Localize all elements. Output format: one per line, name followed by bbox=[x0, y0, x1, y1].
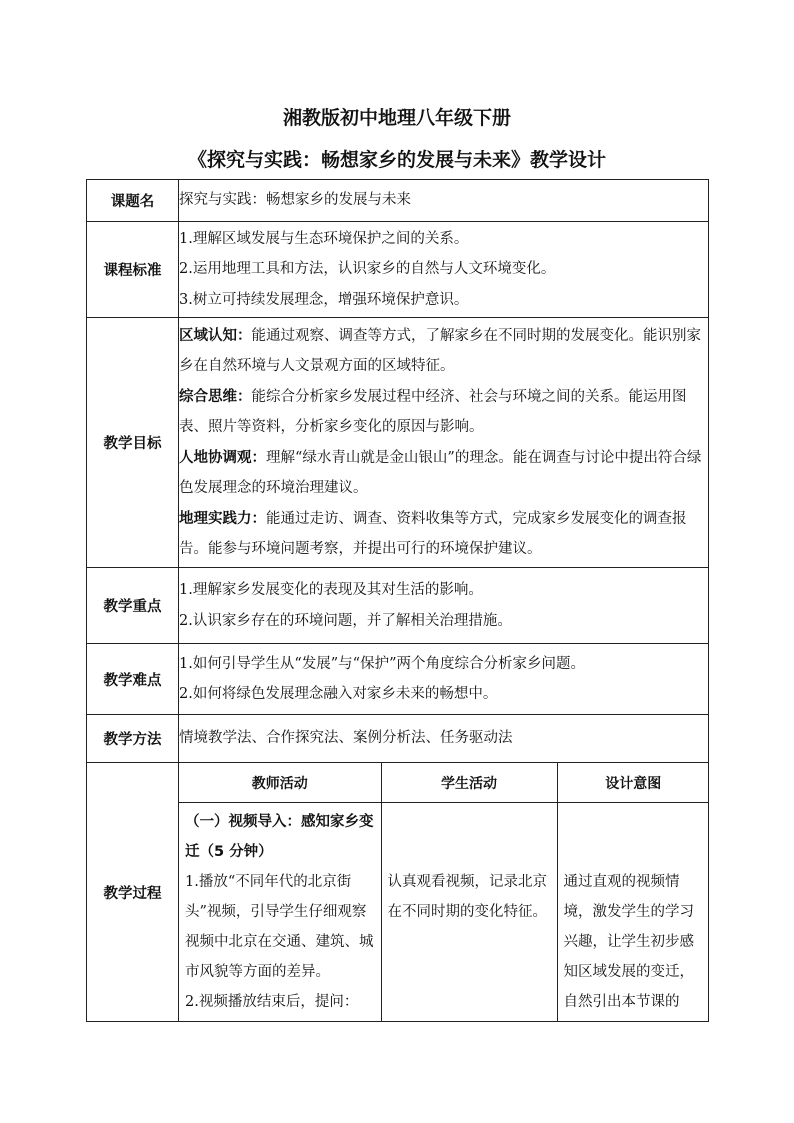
row-process bbox=[87, 763, 709, 1022]
standard-line: 3.树立可持续发展理念，增强环境保护意识。 bbox=[179, 291, 469, 308]
student-activity-cell bbox=[381, 803, 557, 1022]
goal-item bbox=[179, 321, 708, 382]
goal-head: 综合思维： bbox=[179, 388, 252, 405]
process-label: 教学过程 bbox=[87, 763, 179, 1022]
goal-item bbox=[179, 382, 708, 443]
key-points-label: 教学重点 bbox=[87, 568, 179, 644]
goal-text: 理解“绿水青山就是金山银山”的理念。能在调查与讨论中提出符合绿色发展理念的环境治理建议。 bbox=[179, 449, 702, 496]
step-title: （一）视频导入：感知家乡变迁（5 分钟） bbox=[185, 814, 374, 860]
design-intent-text: 通过直观的视频情境，激发学生的学习兴趣，让学生初步感知区域发展的变迁，自然引出本节课的 bbox=[563, 874, 694, 1010]
methods-value: 情境教学法、合作探究法、案例分析法、任务驱动法 bbox=[179, 715, 709, 763]
row-topic bbox=[87, 180, 709, 222]
teacher-line: 1.播放“不同年代的北京街头”视频，引导学生仔细观察视频中北京在交通、建筑、城市风貌等方面的差异。 bbox=[185, 874, 374, 980]
lesson-plan-table bbox=[86, 179, 709, 1022]
difficulties-content bbox=[179, 644, 709, 715]
goal-text: 能综合分析家乡发展过程中经济、社会与环境之间的关系。能运用图表、照片等资料，分析家乡变化的原因与影响。 bbox=[179, 388, 687, 435]
row-difficulties bbox=[87, 644, 709, 715]
goal-head: 人地协调观： bbox=[179, 449, 266, 466]
teacher-line: 2.视频播放结束后，提问： bbox=[185, 994, 359, 1010]
difficulty-line: 1.如何引导学生从“发展”与“保护”两个角度综合分析家乡问题。 bbox=[179, 655, 585, 672]
goal-head: 区域认知： bbox=[179, 327, 252, 344]
design-intent-cell bbox=[557, 803, 709, 1022]
standard-line: 2.运用地理工具和方法，认识家乡的自然与人文环境变化。 bbox=[179, 261, 556, 278]
row-key-points bbox=[87, 568, 709, 644]
teacher-activity-header: 教师活动 bbox=[179, 763, 381, 803]
process-step-row bbox=[179, 803, 709, 1022]
row-standard bbox=[87, 222, 709, 318]
goal-head: 地理实践力： bbox=[179, 510, 266, 527]
standard-content bbox=[179, 222, 709, 318]
standard-label: 课程标准 bbox=[87, 222, 179, 318]
standard-line: 1.理解区域发展与生态环境保护之间的关系。 bbox=[179, 230, 469, 247]
difficulty-line: 2.如何将绿色发展理念融入对家乡未来的畅想中。 bbox=[179, 686, 498, 702]
goals-label: 教学目标 bbox=[87, 318, 179, 568]
row-methods bbox=[87, 715, 709, 763]
key-points-content bbox=[179, 568, 709, 644]
goal-item bbox=[179, 443, 708, 504]
difficulties-label: 教学难点 bbox=[87, 644, 179, 715]
goal-text: 能通过观察、调查等方式，了解家乡在不同时期的发展变化。能识别家乡在自然环境与人文景观方面的区域特征。 bbox=[179, 327, 701, 374]
doc-title-line1: 湘教版初中地理八年级下册 bbox=[282, 107, 511, 129]
process-content bbox=[179, 763, 709, 1022]
student-activity-header: 学生活动 bbox=[381, 763, 557, 803]
methods-label: 教学方法 bbox=[87, 715, 179, 763]
key-point-line: 2.认识家乡存在的环境问题，并了解相关治理措施。 bbox=[179, 612, 512, 629]
row-goals bbox=[87, 318, 709, 568]
goal-item bbox=[179, 504, 708, 565]
process-table bbox=[179, 763, 709, 1021]
doc-title-line2: 《探究与实践：畅想家乡的发展与未来》教学设计 bbox=[187, 149, 606, 171]
goal-text: 能通过走访、调查、资料收集等方式，完成家乡发展变化的调查报告。能参与环境问题考察，并提出可行的环境保护建议。 bbox=[179, 510, 687, 557]
teacher-activity-cell bbox=[179, 803, 381, 1022]
topic-value: 探究与实践：畅想家乡的发展与未来 bbox=[179, 180, 709, 222]
design-intent-header: 设计意图 bbox=[557, 763, 709, 803]
key-point-line: 1.理解家乡发展变化的表现及其对生活的影响。 bbox=[179, 582, 483, 598]
process-header-row bbox=[179, 763, 709, 803]
goals-content bbox=[179, 318, 709, 568]
student-activity-text: 认真观看视频，记录北京在不同时期的变化特征。 bbox=[387, 874, 547, 920]
topic-label: 课题名 bbox=[87, 180, 179, 222]
